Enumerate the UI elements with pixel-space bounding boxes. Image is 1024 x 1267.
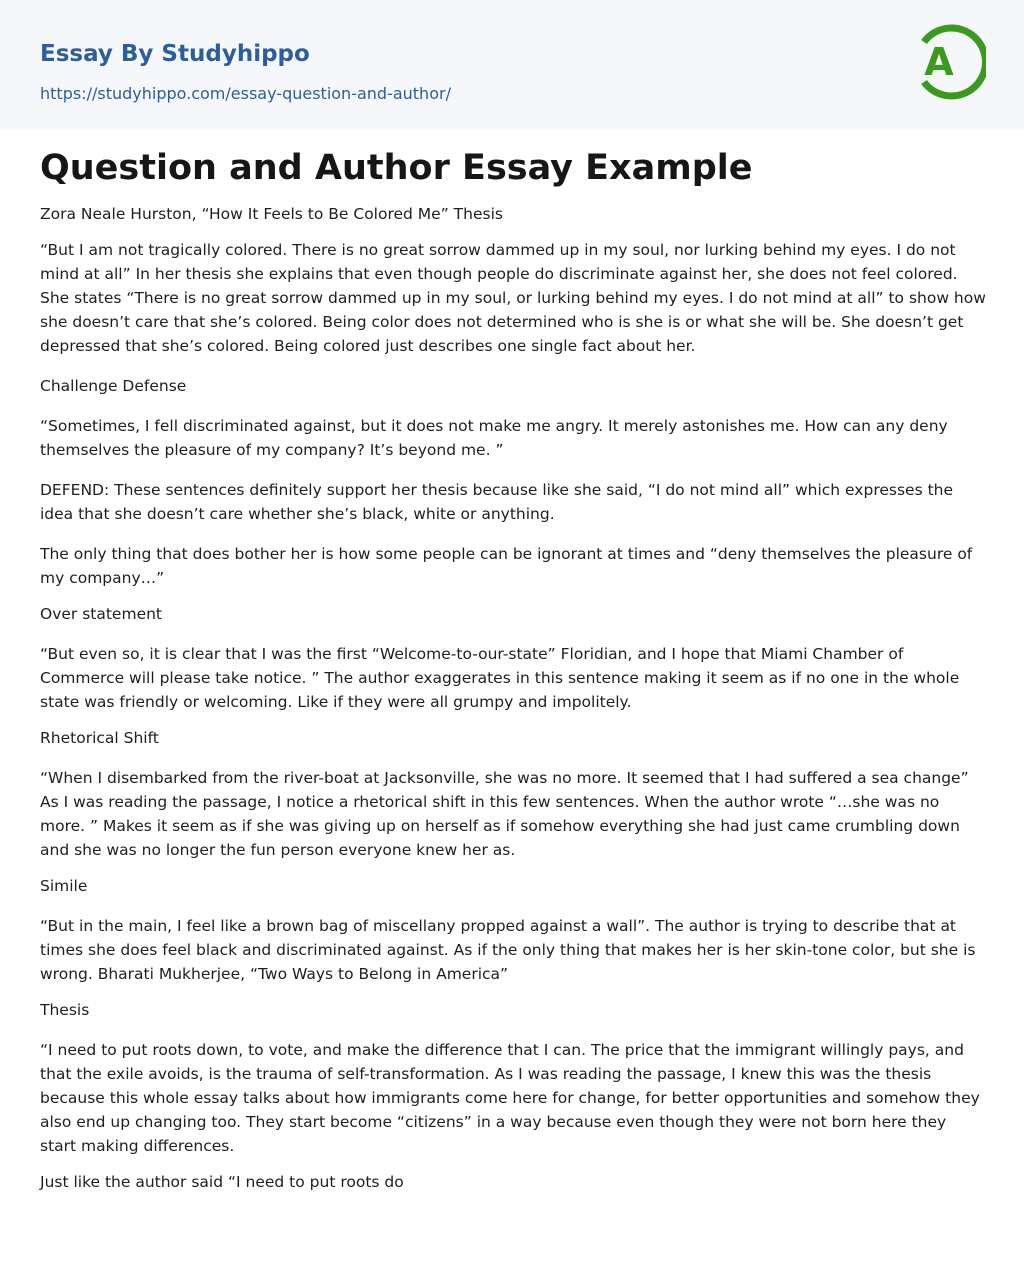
section-label-over-statement: Over statement <box>40 605 163 623</box>
paragraph-bother: The only thing that does bother her is how some people can be ignorant at times and “deny themselves the pleasure of my company…” <box>40 545 973 587</box>
paragraph-truncated: Just like the author said “I need to put roots do <box>40 1173 404 1191</box>
paragraph-thesis-mukherjee: “I need to put roots down, to vote, and make the difference that I can. The price that the immigrant willingly pays, and that the exile avoids, is the trauma of self-transformation. As I was reading the passage, I knew this was the thesis because this whole essay talks about how immigrants come here for change, for better opportunities and somehow they also end up changing too. They start become “citizens” in a way because even though they were not born here they start making differences. <box>40 1041 980 1155</box>
paragraph-over-statement: “But even so, it is clear that I was the first “Welcome-to-our-state” Floridian, and I hope that Miami Chamber of Commerce will please take notice. ” The author exaggerates in this sentence making it seem as if no one in the whole state was friendly or welcoming. Like if they were all grumpy and impolitely. <box>40 645 960 711</box>
section-label-rhetorical-shift: Rhetorical Shift <box>40 729 159 747</box>
paragraph-thesis-quote: “But I am not tragically colored. There is no great sorrow dammed up in my soul, nor lurking behind my eyes. I do not mind at all” In her thesis she explains that even though people do discriminate against her, she does not feel colored. She states “There is no great sorrow dammed up in my soul, or lurking behind my eyes. I do not mind at all” to show how she doesn’t care that she’s colored. Being color does not determined who is she is or what she will be. She doesn’t get depressed that she’s colored. Being colored just describes one single fact about her. <box>40 241 986 355</box>
section-label-simile: Simile <box>40 877 88 895</box>
section-label-challenge-defense: Challenge Defense <box>40 377 187 395</box>
site-brand[interactable]: Essay By Studyhippo <box>40 41 310 67</box>
paragraph-defend: DEFEND: These sentences definitely support her thesis because like she said, “I do not mind all” which expresses the idea that she doesn’t care whether she’s black, white or anything. <box>40 481 954 523</box>
essay-url-link[interactable]: https://studyhippo.com/essay-question-and-author/ <box>40 84 451 103</box>
logo-letter: A <box>924 40 954 84</box>
essay-subtitle: Zora Neale Hurston, “How It Feels to Be Colored Me” Thesis <box>40 205 503 223</box>
paragraph-challenge-quote: “Sometimes, I fell discriminated against, but it does not make me angry. It merely astonishes me. How can any deny themselves the pleasure of my company? It’s beyond me. ” <box>40 417 948 459</box>
page-title: Question and Author Essay Example <box>40 148 753 188</box>
paragraph-simile: “But in the main, I feel like a brown bag of miscellany propped against a wall”. The author is trying to describe that at times she does feel black and discriminated against. As if the only thing that makes her is her skin-tone color, but she is wrong. Bharati Mukherjee, “Two Ways to Belong in America” <box>40 917 976 983</box>
section-label-thesis: Thesis <box>40 1001 90 1019</box>
paragraph-rhetorical-shift: “When I disembarked from the river-boat at Jacksonville, she was no more. It seemed that I had suffered a sea change” As I was reading the passage, I notice a rhetorical shift in this few sentences. When the author wrote “…she was no more. ” Makes it seem as if she was giving up on herself as if somehow everything she had just came crumbling down and she was no longer the fun person everyone knew her as. <box>40 769 969 859</box>
